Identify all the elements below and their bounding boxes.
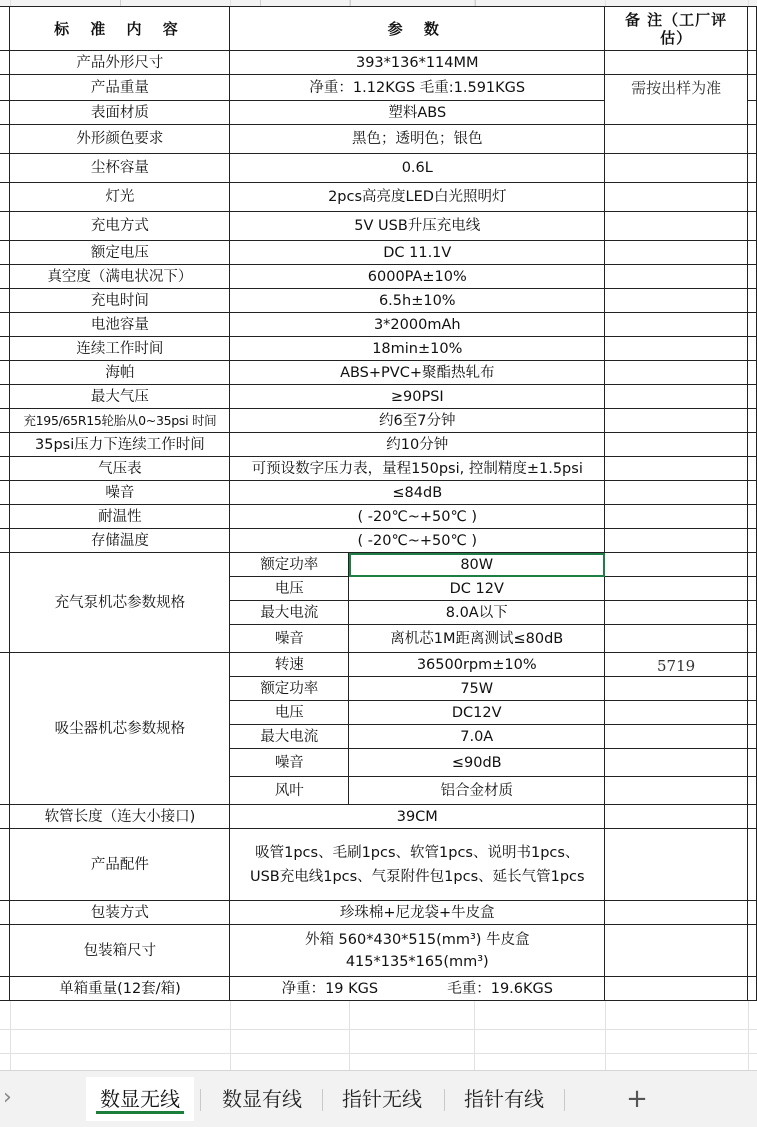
spec-value[interactable]: 塑料ABS bbox=[230, 101, 605, 125]
table-row bbox=[0, 154, 757, 183]
sub-label[interactable]: 最大电流 bbox=[230, 601, 349, 625]
table-row bbox=[0, 212, 757, 241]
grid-line bbox=[0, 1029, 757, 1030]
row-stub[interactable] bbox=[0, 154, 10, 183]
spec-value[interactable]: 18min±10% bbox=[230, 337, 605, 361]
cell-extra[interactable] bbox=[747, 313, 756, 337]
spec-value[interactable]: 3*2000mAh bbox=[230, 313, 605, 337]
table-row bbox=[0, 505, 757, 529]
row-stub[interactable] bbox=[0, 553, 10, 653]
spec-value[interactable]: 珍珠棉+尼龙袋+牛皮盒 bbox=[230, 901, 605, 925]
cell-extra[interactable] bbox=[747, 901, 756, 925]
spec-note[interactable] bbox=[605, 925, 748, 977]
active-tab-underline bbox=[96, 1111, 184, 1114]
spec-note[interactable] bbox=[605, 829, 748, 901]
tab-separator bbox=[564, 1089, 565, 1111]
spec-note[interactable] bbox=[605, 183, 748, 212]
spec-name[interactable]: 气压表 bbox=[10, 457, 230, 481]
spec-value[interactable]: ( -20℃~+50℃ ) bbox=[230, 505, 605, 529]
accessories-line-2: USB充电线1pcs、气泵附件包1pcs、延长气管1pcs bbox=[249, 868, 585, 885]
cell-extra[interactable] bbox=[747, 777, 756, 805]
spec-value[interactable]: ABS+PVC+聚酯热轧布 bbox=[230, 361, 605, 385]
spec-note[interactable] bbox=[605, 125, 748, 154]
cell-extra[interactable] bbox=[747, 553, 756, 577]
row-stub[interactable] bbox=[0, 212, 10, 241]
spec-note[interactable] bbox=[605, 337, 748, 361]
spec-name[interactable]: 产品配件 bbox=[10, 829, 230, 901]
row-stub[interactable] bbox=[0, 101, 10, 125]
tab-label: 指针无线 bbox=[342, 1087, 422, 1111]
row-stub[interactable] bbox=[0, 125, 10, 154]
spec-value[interactable]: 约10分钟 bbox=[230, 433, 605, 457]
row-stub[interactable] bbox=[0, 529, 10, 553]
vacuum-group-label[interactable]: 吸尘器机芯参数规格 bbox=[10, 653, 230, 805]
cell-extra[interactable] bbox=[747, 51, 756, 75]
cell-extra[interactable] bbox=[747, 154, 756, 183]
spec-note[interactable] bbox=[605, 154, 748, 183]
spec-name[interactable]: 真空度（满电状况下） bbox=[10, 265, 230, 289]
cell-extra[interactable] bbox=[747, 653, 756, 677]
spec-note[interactable] bbox=[605, 409, 748, 433]
cell-extra[interactable] bbox=[747, 925, 756, 977]
tab-separator bbox=[322, 1089, 323, 1111]
spec-value-multiline[interactable] bbox=[230, 925, 605, 977]
row-stub[interactable] bbox=[0, 265, 10, 289]
spec-note[interactable] bbox=[605, 51, 748, 75]
table-row bbox=[0, 361, 757, 385]
row-stub[interactable] bbox=[0, 385, 10, 409]
table-row bbox=[0, 901, 757, 925]
spec-name[interactable]: 海帕 bbox=[10, 361, 230, 385]
spec-name[interactable]: 包装箱尺寸 bbox=[10, 925, 230, 977]
spec-note[interactable] bbox=[605, 749, 748, 777]
row-stub[interactable] bbox=[0, 313, 10, 337]
spec-note[interactable] bbox=[605, 805, 748, 829]
sub-value[interactable]: 36500rpm±10% bbox=[349, 653, 605, 677]
selected-cell[interactable]: 80W bbox=[349, 553, 605, 577]
spec-name[interactable]: 包装方式 bbox=[10, 901, 230, 925]
sub-label[interactable]: 风叶 bbox=[230, 777, 349, 805]
sub-value[interactable]: 7.0A bbox=[349, 725, 605, 749]
spec-note[interactable] bbox=[605, 553, 748, 577]
cell-extra[interactable] bbox=[747, 677, 756, 701]
spec-name[interactable]: 噪音 bbox=[10, 481, 230, 505]
table-row bbox=[0, 433, 757, 457]
tab-sheet-4[interactable] bbox=[448, 1077, 560, 1121]
spec-value[interactable]: 净重：19 KGS 毛重：19.6KGS bbox=[230, 977, 605, 1001]
spec-note[interactable] bbox=[605, 212, 748, 241]
spec-name[interactable]: 额定电压 bbox=[10, 241, 230, 265]
row-stub[interactable] bbox=[0, 805, 10, 829]
spec-note[interactable] bbox=[605, 433, 748, 457]
row-stub[interactable] bbox=[0, 433, 10, 457]
sub-label[interactable]: 最大电流 bbox=[230, 725, 349, 749]
spec-note[interactable] bbox=[605, 777, 748, 805]
sub-value[interactable]: 75W bbox=[349, 677, 605, 701]
chevron-right-icon[interactable]: › bbox=[3, 1085, 12, 1110]
table-row bbox=[0, 409, 757, 433]
spec-note[interactable] bbox=[605, 577, 748, 601]
cell-extra[interactable] bbox=[747, 337, 756, 361]
spec-value[interactable]: ≤84dB bbox=[230, 481, 605, 505]
table-row bbox=[0, 481, 757, 505]
spec-note[interactable] bbox=[605, 677, 748, 701]
spec-name[interactable]: 最大气压 bbox=[10, 385, 230, 409]
spec-note[interactable] bbox=[605, 601, 748, 625]
spec-name[interactable]: 耐温性 bbox=[10, 505, 230, 529]
row-stub[interactable] bbox=[0, 241, 10, 265]
sub-label[interactable]: 电压 bbox=[230, 577, 349, 601]
spec-table bbox=[0, 6, 757, 1001]
cell-extra[interactable] bbox=[747, 385, 756, 409]
spec-name[interactable]: 连续工作时间 bbox=[10, 337, 230, 361]
spec-name[interactable]: 产品外形尺寸 bbox=[10, 51, 230, 75]
spec-name[interactable]: 表面材质 bbox=[10, 101, 230, 125]
spec-value[interactable]: 0.6L bbox=[230, 154, 605, 183]
table-row bbox=[0, 183, 757, 212]
cell-extra[interactable] bbox=[747, 7, 756, 51]
spec-value-multiline[interactable] bbox=[230, 829, 605, 901]
row-stub[interactable] bbox=[0, 925, 10, 977]
table-row bbox=[0, 385, 757, 409]
row-stub[interactable] bbox=[0, 457, 10, 481]
cell-extra[interactable] bbox=[747, 183, 756, 212]
cell-extra[interactable] bbox=[747, 529, 756, 553]
header-row bbox=[0, 7, 757, 51]
spec-note[interactable] bbox=[605, 529, 748, 553]
spec-note[interactable] bbox=[605, 289, 748, 313]
table-row bbox=[0, 977, 757, 1001]
row-stub[interactable] bbox=[0, 361, 10, 385]
sub-label[interactable]: 电压 bbox=[230, 701, 349, 725]
spec-name[interactable]: 尘杯容量 bbox=[10, 154, 230, 183]
sub-value[interactable]: DC 12V bbox=[349, 577, 605, 601]
table-row bbox=[0, 51, 757, 75]
row-stub[interactable] bbox=[0, 829, 10, 901]
cell-extra[interactable] bbox=[747, 749, 756, 777]
table-row bbox=[0, 337, 757, 361]
sheet-tab-bar bbox=[0, 1070, 757, 1127]
spec-note[interactable] bbox=[605, 725, 748, 749]
row-stub[interactable] bbox=[0, 51, 10, 75]
spec-note[interactable] bbox=[605, 977, 748, 1001]
spec-name[interactable]: 电池容量 bbox=[10, 313, 230, 337]
tab-label: 指针有线 bbox=[464, 1087, 544, 1111]
spec-value[interactable]: DC 11.1V bbox=[230, 241, 605, 265]
table-row bbox=[0, 829, 757, 901]
cell-extra[interactable] bbox=[747, 409, 756, 433]
table-row bbox=[0, 805, 757, 829]
row-stub[interactable] bbox=[0, 505, 10, 529]
spec-name[interactable]: 存储温度 bbox=[10, 529, 230, 553]
tab-label: 数显无线 bbox=[100, 1087, 180, 1111]
tab-sheet-1[interactable] bbox=[86, 1077, 194, 1121]
spec-note[interactable]: 5719 bbox=[605, 653, 748, 677]
table-row bbox=[0, 75, 757, 101]
table-row bbox=[0, 289, 757, 313]
cell-extra[interactable] bbox=[747, 433, 756, 457]
sub-label[interactable]: 额定功率 bbox=[230, 677, 349, 701]
spec-note[interactable] bbox=[605, 265, 748, 289]
spec-value[interactable]: 黑色；透明色；银色 bbox=[230, 125, 605, 154]
spec-name[interactable]: 灯光 bbox=[10, 183, 230, 212]
sub-label[interactable]: 额定功率 bbox=[230, 553, 349, 577]
spec-value[interactable]: 净重：1.12KGS 毛重:1.591KGS bbox=[230, 75, 605, 101]
cell-extra[interactable] bbox=[747, 829, 756, 901]
spec-note[interactable] bbox=[605, 625, 748, 653]
spec-note[interactable]: 需按出样为准 bbox=[605, 75, 748, 125]
spec-value[interactable]: 2pcs高亮度LED白光照明灯 bbox=[230, 183, 605, 212]
spec-value[interactable]: 约6至7分钟 bbox=[230, 409, 605, 433]
spec-name[interactable]: 充电方式 bbox=[10, 212, 230, 241]
box-line-2: 415*135*165(mm³) bbox=[345, 953, 489, 970]
row-stub[interactable] bbox=[0, 901, 10, 925]
table-row bbox=[0, 457, 757, 481]
sub-value[interactable]: 8.0A以下 bbox=[349, 601, 605, 625]
row-stub[interactable] bbox=[0, 653, 10, 805]
table-row bbox=[0, 653, 757, 677]
spec-name[interactable]: 充195/65R15轮胎从0~35psi 时间 bbox=[10, 409, 230, 433]
spec-value[interactable]: ( -20℃~+50℃ ) bbox=[230, 529, 605, 553]
spec-name[interactable]: 充电时间 bbox=[10, 289, 230, 313]
sub-label[interactable]: 噪音 bbox=[230, 625, 349, 653]
pump-group-label[interactable]: 充气泵机芯参数规格 bbox=[10, 553, 230, 653]
table-row bbox=[0, 241, 757, 265]
spec-value[interactable]: 可预设数字压力表，量程150psi, 控制精度±1.5psi bbox=[230, 457, 605, 481]
spec-name[interactable]: 外形颜色要求 bbox=[10, 125, 230, 154]
row-stub[interactable] bbox=[0, 183, 10, 212]
box-line-1: 外箱 560*430*515(mm³) 牛皮盒 bbox=[304, 931, 530, 948]
sub-value[interactable]: 铝合金材质 bbox=[349, 777, 605, 805]
header-standard[interactable]: 标 准 内 容 bbox=[10, 7, 230, 51]
spec-value[interactable]: ≥90PSI bbox=[230, 385, 605, 409]
spec-value[interactable]: 6.5h±10% bbox=[230, 289, 605, 313]
cell-extra[interactable] bbox=[747, 101, 756, 125]
spec-value[interactable]: 5V USB升压充电线 bbox=[230, 212, 605, 241]
cell-extra[interactable] bbox=[747, 725, 756, 749]
header-parameter[interactable]: 参 数 bbox=[230, 7, 605, 51]
row-stub[interactable] bbox=[0, 289, 10, 313]
sub-value[interactable]: DC12V bbox=[349, 701, 605, 725]
row-stub[interactable] bbox=[0, 481, 10, 505]
header-note[interactable]: 备 注（工厂评估） bbox=[605, 7, 748, 51]
cell-extra[interactable] bbox=[747, 977, 756, 1001]
spec-value[interactable]: 39CM bbox=[230, 805, 605, 829]
tab-separator bbox=[444, 1089, 445, 1111]
cell-extra[interactable] bbox=[747, 577, 756, 601]
spec-note[interactable] bbox=[605, 505, 748, 529]
row-stub[interactable] bbox=[0, 409, 10, 433]
spec-name[interactable]: 单箱重量(12套/箱) bbox=[10, 977, 230, 1001]
sub-label[interactable]: 转速 bbox=[230, 653, 349, 677]
tab-sheet-2[interactable] bbox=[206, 1077, 318, 1121]
spec-value[interactable]: 6000PA±10% bbox=[230, 265, 605, 289]
sub-label[interactable]: 噪音 bbox=[230, 749, 349, 777]
cell-extra[interactable] bbox=[747, 625, 756, 653]
spec-note[interactable] bbox=[605, 361, 748, 385]
cell-extra[interactable] bbox=[747, 505, 756, 529]
table-row bbox=[0, 553, 757, 577]
cell-extra[interactable] bbox=[747, 481, 756, 505]
grid-line bbox=[0, 1053, 757, 1054]
cell-extra[interactable] bbox=[747, 701, 756, 725]
cell-extra[interactable] bbox=[747, 265, 756, 289]
spec-note[interactable] bbox=[605, 901, 748, 925]
cell-extra[interactable] bbox=[747, 289, 756, 313]
spec-name[interactable]: 产品重量 bbox=[10, 75, 230, 101]
cell-extra[interactable] bbox=[747, 241, 756, 265]
spec-note[interactable] bbox=[605, 241, 748, 265]
table-row bbox=[0, 125, 757, 154]
row-stub[interactable] bbox=[0, 977, 10, 1001]
tab-separator bbox=[200, 1089, 201, 1111]
table-row bbox=[0, 265, 757, 289]
row-stub[interactable] bbox=[0, 7, 10, 51]
cell-extra[interactable] bbox=[747, 212, 756, 241]
spec-name[interactable]: 35psi压力下连续工作时间 bbox=[10, 433, 230, 457]
add-sheet-icon[interactable]: + bbox=[626, 1084, 648, 1114]
sub-value[interactable]: ≤90dB bbox=[349, 749, 605, 777]
cell-extra[interactable] bbox=[747, 805, 756, 829]
row-stub[interactable] bbox=[0, 75, 10, 101]
spec-note[interactable] bbox=[605, 481, 748, 505]
cell-extra[interactable] bbox=[747, 601, 756, 625]
spec-value[interactable]: 393*136*114MM bbox=[230, 51, 605, 75]
accessories-line-1: 吸管1pcs、毛刷1pcs、软管1pcs、说明书1pcs、 bbox=[255, 844, 580, 861]
sub-value[interactable]: 离机芯1M距离测试≤80dB bbox=[349, 625, 605, 653]
cell-extra[interactable] bbox=[747, 125, 756, 154]
table-row bbox=[0, 925, 757, 977]
spec-name[interactable]: 软管长度（连大小接口) bbox=[10, 805, 230, 829]
table-row bbox=[0, 313, 757, 337]
tab-sheet-3[interactable] bbox=[326, 1077, 438, 1121]
spec-note[interactable] bbox=[605, 457, 748, 481]
cell-extra[interactable] bbox=[747, 75, 756, 101]
row-stub[interactable] bbox=[0, 337, 10, 361]
tab-label: 数显有线 bbox=[222, 1087, 302, 1111]
spec-note[interactable] bbox=[605, 313, 748, 337]
table-row bbox=[0, 529, 757, 553]
spec-note[interactable] bbox=[605, 701, 748, 725]
cell-extra[interactable] bbox=[747, 457, 756, 481]
cell-extra[interactable] bbox=[747, 361, 756, 385]
spec-note[interactable] bbox=[605, 385, 748, 409]
